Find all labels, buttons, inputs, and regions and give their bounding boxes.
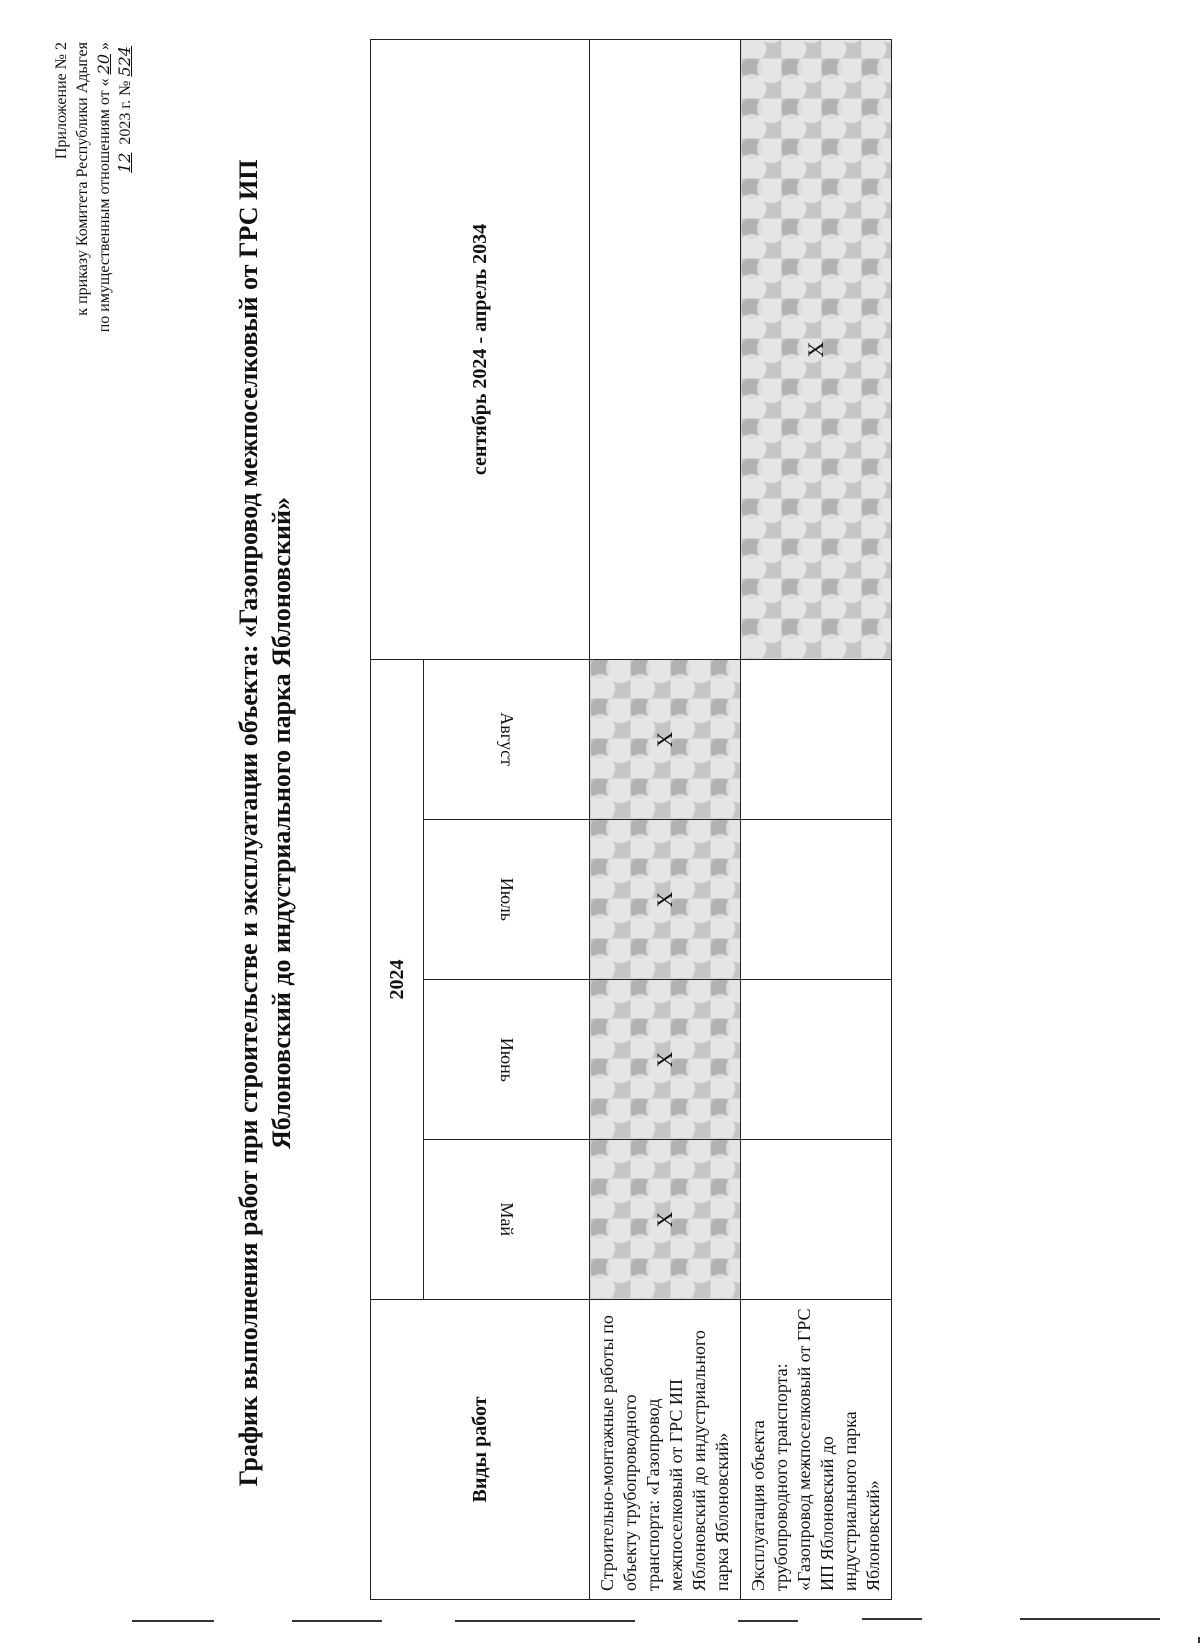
schedule-mark-cell — [741, 1140, 892, 1300]
appendix-line-1: Приложение № 2 — [53, 42, 70, 160]
schedule-mark-cell: Х — [741, 40, 892, 660]
work-description: Эксплуатация объекта трубопроводного транспорта: «Газопровод межпоселковый от ГРС ИП Яблоновский до индустриального парка Яблоновский» — [741, 1300, 892, 1600]
month-header-may — [424, 1140, 590, 1300]
appendix-year-number-label: 2023 г. № — [117, 80, 135, 145]
handwritten-order-number: 524 — [115, 46, 135, 77]
table-row-construction — [590, 40, 741, 1600]
table-row-operation — [741, 40, 892, 1600]
schedule-mark-cell — [741, 820, 892, 980]
work-description: Строительно-монтажные работы по объекту трубопроводного транспорта: «Газопровод межпоселковый от ГРС ИП Яблоновский до индустриального парка Яблоновский» — [590, 1300, 741, 1600]
document-title — [232, 83, 299, 1563]
scan-artifact-line — [738, 1620, 798, 1622]
works-type-header: Виды работ — [371, 1300, 590, 1600]
scan-artifact-line — [292, 1620, 382, 1622]
schedule-mark-cell: Х — [590, 820, 741, 980]
month-label: Июнь — [497, 1037, 517, 1082]
document-title-line-2: Яблоновский до индустриального парка Яблоновский» — [267, 496, 297, 1150]
schedule-mark-cell: Х — [590, 1140, 741, 1300]
appendix-date-close: » — [95, 42, 113, 50]
appendix-date-prefix: по имущественным отношениям от « — [95, 78, 113, 333]
document-title-line-1: График выполнения работ при строительстве и эксплуатации объекта: «Газопровод межпоселковый от ГРС ИП — [234, 159, 263, 1487]
scan-artifact-line — [862, 1618, 922, 1620]
appendix-note — [52, 42, 137, 417]
month-header-june — [424, 980, 590, 1140]
period-header — [371, 40, 590, 660]
year-header: 2024 — [371, 660, 424, 1300]
month-label: Август — [497, 712, 517, 767]
handwritten-day: 20 — [93, 54, 113, 75]
handwritten-month: 12 — [115, 152, 135, 173]
work-schedule-table — [370, 39, 892, 1600]
table-header-row-year — [371, 40, 424, 1600]
appendix-line-4 — [115, 42, 137, 417]
schedule-mark-cell — [590, 40, 741, 660]
schedule-mark-cell: Х — [590, 980, 741, 1140]
appendix-line-2: к приказу Комитета Республики Адыгея — [73, 42, 91, 316]
schedule-mark-cell — [741, 660, 892, 820]
appendix-line-3 — [94, 42, 116, 417]
scan-artifact-line — [1020, 1618, 1160, 1620]
month-header-july — [424, 820, 590, 980]
schedule-mark-cell — [741, 980, 892, 1140]
period-header-label: сентябрь 2024 - апрель 2034 — [469, 223, 491, 476]
schedule-mark-cell: Х — [590, 660, 741, 820]
month-label: Май — [497, 1202, 517, 1237]
month-header-august — [424, 660, 590, 820]
scan-artifact-line — [132, 1620, 214, 1622]
scan-artifact-line — [455, 1620, 635, 1622]
month-label: Июль — [497, 877, 517, 922]
